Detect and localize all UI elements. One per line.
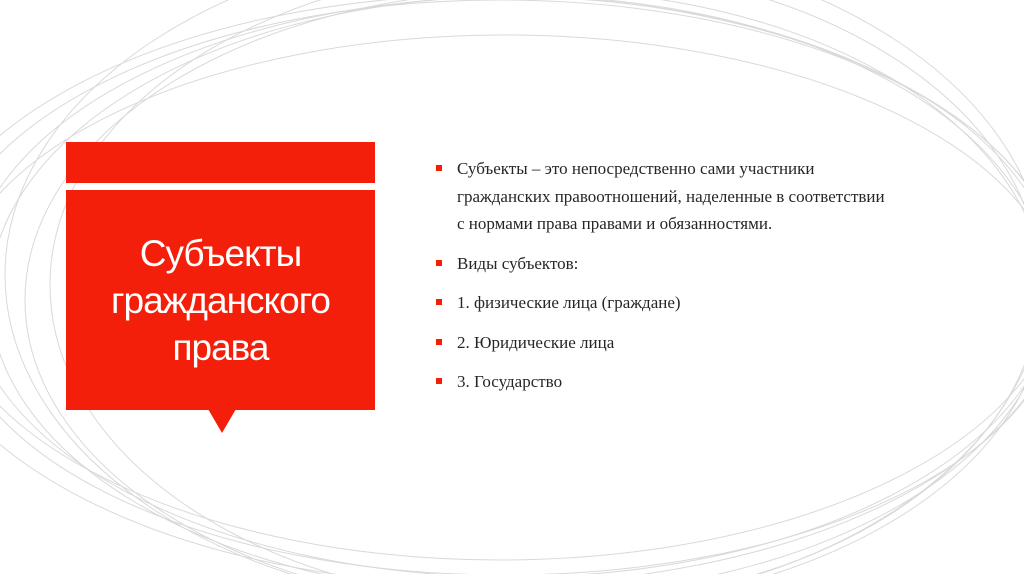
bullet-text: Субъекты – это непосредственно сами участники гражданских правоотношений, наделенные в соответствии с нормами права правами и обязанностями. (457, 159, 885, 233)
square-bullet-icon (436, 165, 442, 171)
bullet-text: 1. физические лица (граждане) (457, 293, 681, 312)
square-bullet-icon (436, 378, 442, 384)
square-bullet-icon (436, 339, 442, 345)
bullet-text: Виды субъектов: (457, 253, 579, 273)
bullet-item (436, 289, 896, 317)
bullet-text: 2. Юридические лица (457, 332, 615, 352)
title-box (66, 190, 375, 410)
bullet-text: 3. Государство (457, 372, 563, 391)
title-accent-bar (66, 142, 375, 183)
title-pointer (208, 409, 236, 433)
content-area (436, 155, 896, 408)
bullet-list (436, 155, 896, 396)
bullet-item (436, 250, 896, 278)
square-bullet-icon (436, 299, 442, 305)
bullet-item (436, 368, 896, 396)
bullet-item (436, 155, 896, 238)
slide-title: Субъекты гражданского права (111, 232, 330, 368)
bullet-item (436, 329, 896, 357)
square-bullet-icon (436, 260, 442, 266)
